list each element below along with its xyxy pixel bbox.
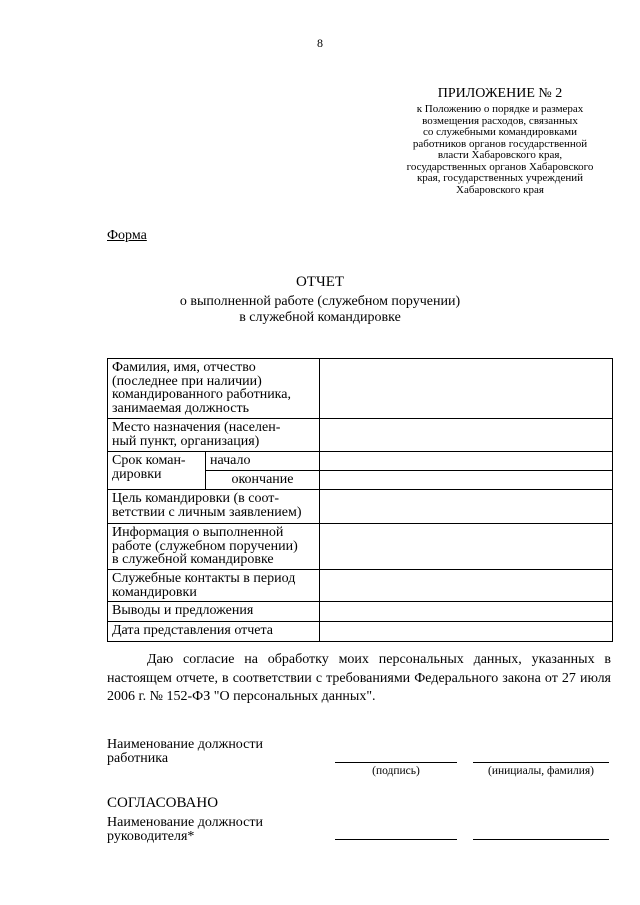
manager-position-label-line: Наименование должности [107, 815, 263, 830]
conclusions-value-field[interactable] [320, 602, 613, 622]
term-start-value-field[interactable] [320, 452, 613, 471]
term-label-line: дировки [112, 466, 162, 482]
manager-name-line[interactable] [473, 839, 609, 840]
date-value-field[interactable] [320, 622, 613, 642]
contacts-label-cell [108, 570, 320, 602]
fio-value-field[interactable] [320, 359, 613, 419]
info-label-line: работе (служебном поручении) [112, 538, 298, 554]
report-subtitle-line: в служебной командировке [239, 310, 401, 325]
fio-label-line: (последнее при наличии) [112, 373, 262, 389]
manager-signature-line[interactable] [335, 839, 457, 840]
destination-label-line: Место назначения (населен- [112, 420, 281, 435]
agreed-title: СОГЛАСОВАНО [107, 795, 219, 811]
report-form-table [107, 358, 613, 642]
employee-position-label-line: Наименование должности [107, 737, 263, 752]
contacts-value-field[interactable] [320, 570, 613, 602]
info-label-cell [108, 524, 320, 570]
purpose-value-field[interactable] [320, 490, 613, 524]
employee-position-label [107, 738, 263, 766]
report-subtitle-line: о выполненной работе (служебном поручении) [179, 294, 461, 309]
info-value-field[interactable] [320, 524, 613, 570]
table-row-fio [108, 359, 613, 419]
table-row-info [108, 524, 613, 570]
date-label: Дата представления отчета [108, 622, 320, 642]
table-row-conclusions [108, 602, 613, 622]
info-label-line: в служебной командировке [112, 552, 274, 567]
table-row-contacts [108, 570, 613, 602]
appendix-line: края, государственных учреждений [416, 172, 584, 184]
purpose-label-line: Цель командировки (в соот- [112, 491, 280, 506]
fio-label-line: командированного работника, [112, 387, 291, 402]
term-label-cell [108, 452, 206, 490]
employee-signature-line[interactable] [335, 762, 457, 763]
appendix-line: со служебными командировками [423, 126, 577, 138]
table-row-term-start [108, 452, 613, 471]
appendix-title: ПРИЛОЖЕНИЕ № 2 [437, 86, 563, 101]
term-end-label: окончание [206, 471, 320, 490]
table-row-date [108, 622, 613, 642]
report-subtitle [0, 294, 640, 326]
appendix-line: государственных органов Хабаровского [406, 160, 594, 173]
term-label-line: Срок коман- [112, 453, 186, 468]
form-label: Форма [107, 228, 147, 243]
appendix-line: работников органов государственной [412, 137, 588, 150]
destination-value-field[interactable] [320, 419, 613, 452]
term-end-value-field[interactable] [320, 471, 613, 490]
purpose-label-cell [108, 490, 320, 524]
destination-label-line: ный пункт, организация) [112, 433, 260, 449]
destination-label-cell [108, 419, 320, 452]
fio-label-cell [108, 359, 320, 419]
page-number: 8 [317, 36, 323, 50]
table-row-destination [108, 419, 613, 452]
fio-label-line: занимаемая должность [112, 400, 249, 416]
info-label-line: Информация о выполненной [112, 525, 284, 540]
employee-name-line[interactable] [473, 762, 609, 763]
term-start-label: начало [206, 452, 320, 471]
name-caption: (инициалы, фамилия) [487, 765, 595, 777]
manager-position-label [107, 816, 263, 844]
employee-position-label-line: работника [107, 751, 169, 766]
signature-caption: (подпись) [372, 765, 420, 777]
conclusions-label: Выводы и предложения [108, 602, 320, 622]
appendix-header [380, 86, 620, 196]
fio-label-line: Фамилия, имя, отчество [112, 360, 256, 375]
appendix-line: к Положению о порядке и размерах [416, 103, 584, 115]
contacts-label-line: Служебные контакты в период [112, 571, 296, 586]
report-title: ОТЧЕТ [295, 274, 345, 290]
appendix-line: Хабаровского края [456, 183, 544, 196]
purpose-label-line: ветствии с личным заявлением) [112, 504, 302, 520]
contacts-label-line: командировки [112, 584, 197, 600]
consent-paragraph: Даю согласие на обработку моих персональных данных, указанных в настоящем отчете, в соответствии с требованиями Федерального закона от 27 июля 2006 г. № 152-ФЗ "О персональных данных". [107, 652, 611, 704]
appendix-line: возмещения расходов, связанных [422, 114, 578, 127]
manager-position-label-line: руководителя* [107, 829, 195, 844]
table-row-purpose [108, 490, 613, 524]
appendix-line: власти Хабаровского края, [437, 149, 563, 161]
